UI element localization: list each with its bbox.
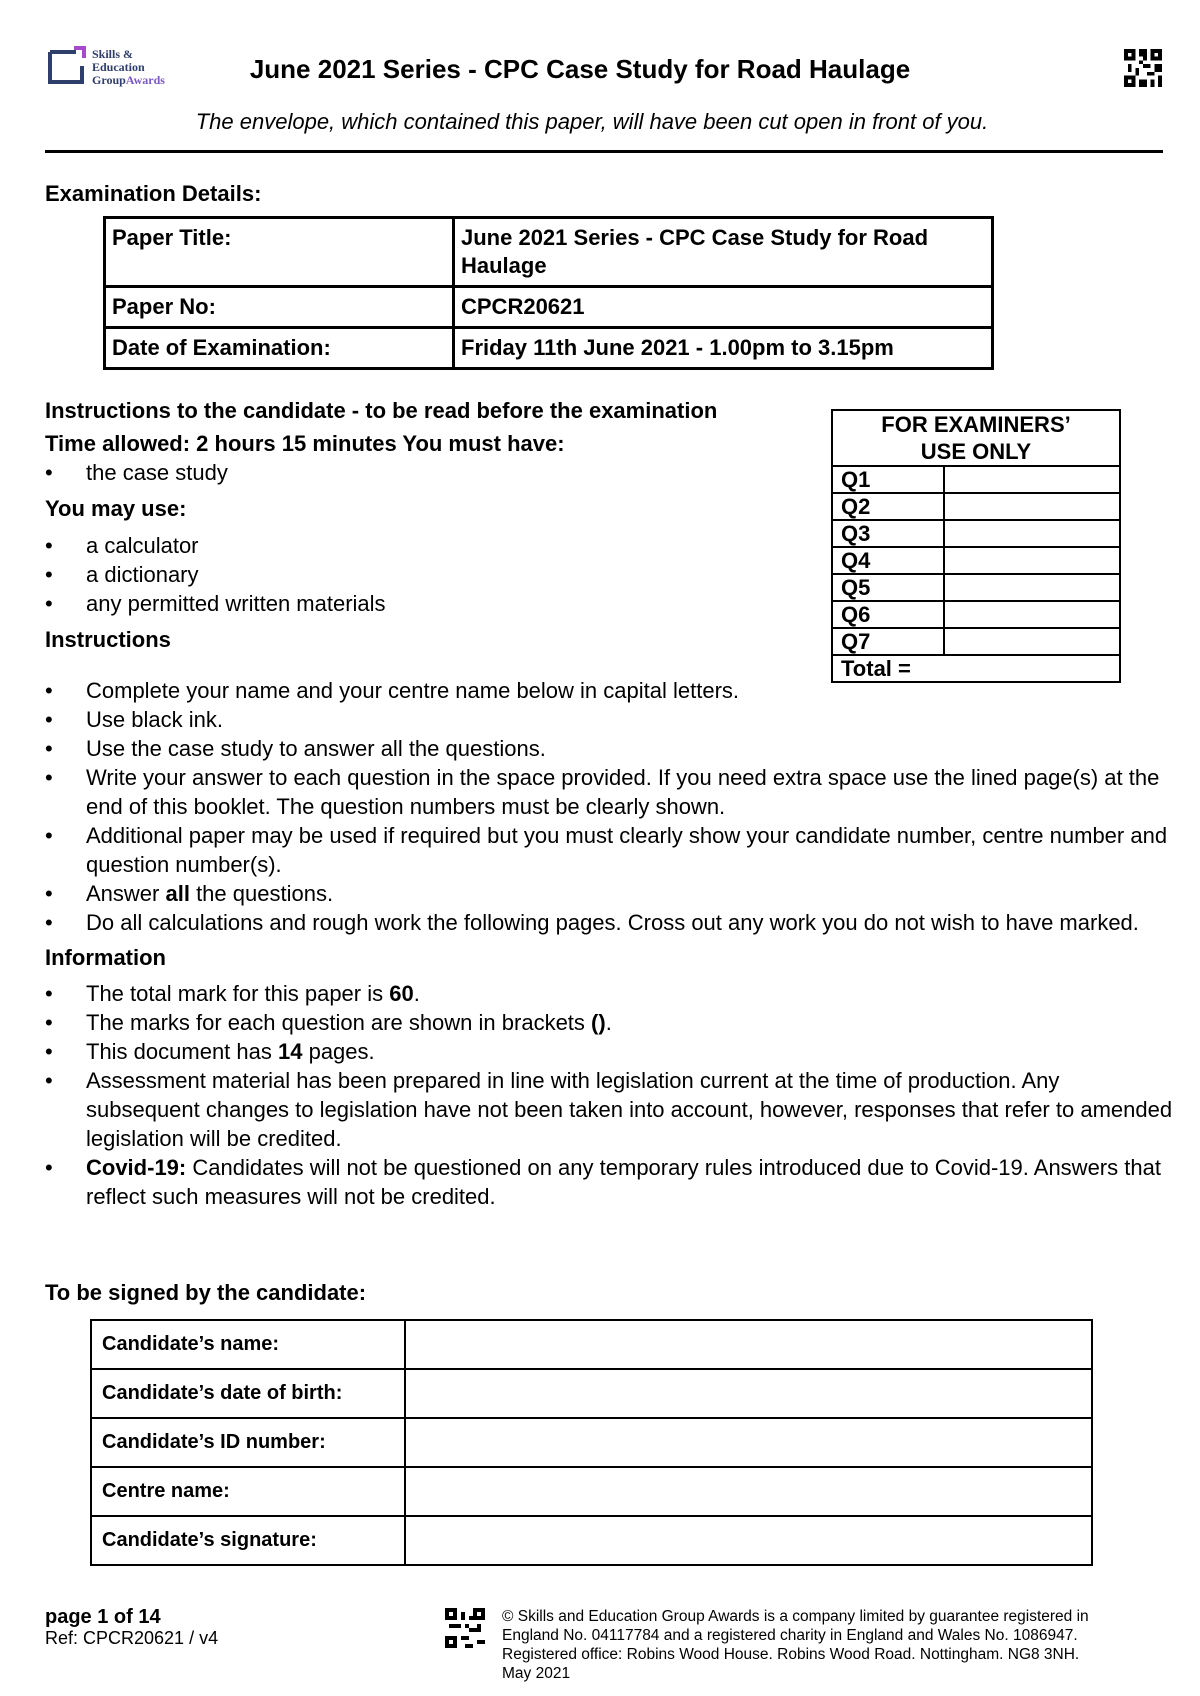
centre-name-field[interactable] [405, 1467, 1092, 1516]
candidate-details-table [90, 1319, 1093, 1566]
list-item: • any permitted written materials [45, 589, 825, 618]
table-row [105, 218, 993, 287]
total-label: Total = [832, 655, 1120, 682]
list-item [45, 1037, 1175, 1066]
examiners-heading [832, 410, 1120, 466]
list-item: • a calculator [45, 531, 825, 560]
time-allowed: Time allowed: 2 hours 15 minutes You must have: [45, 431, 565, 456]
table-row [91, 1467, 1092, 1516]
envelope-notice: The envelope, which contained this paper, will have been cut open in front of you. [195, 109, 989, 134]
pages-value: 14 [277, 1039, 303, 1064]
header-divider [45, 150, 1163, 153]
list-item: • Do all calculations and rough work the following pages. Cross out any work you do not wish to have marked. [45, 908, 1175, 937]
centre-name-label: Centre name: [91, 1467, 405, 1516]
candidate-id-label: Candidate’s ID number: [91, 1418, 405, 1467]
instructions-top [45, 396, 825, 654]
answer-all-pre: Answer [86, 881, 166, 906]
list-item [45, 879, 1175, 908]
table-row [105, 287, 993, 328]
table-row [91, 1516, 1092, 1565]
qr-code-icon [1124, 49, 1162, 87]
marks-post: . [605, 1010, 612, 1035]
list-item [45, 979, 1175, 1008]
q2-mark-cell [944, 493, 1120, 520]
logo-line-1: Skills & [92, 47, 134, 61]
information-heading: Information [45, 945, 166, 970]
marks-brackets: () [591, 1010, 606, 1035]
information-list [45, 979, 1175, 1211]
q3-label: Q3 [832, 520, 944, 547]
candidate-name-label: Candidate’s name: [91, 1320, 405, 1369]
table-row [832, 574, 1120, 601]
examiners-table [831, 409, 1121, 683]
candidate-signature-field[interactable] [405, 1516, 1092, 1565]
total-mark-pre: The total mark for this paper is [86, 981, 390, 1006]
list-item: • Additional paper may be used if required but you must clearly show your candidate number, centre number and question number(s). [45, 821, 1175, 879]
pages-post: pages. [302, 1039, 375, 1064]
q5-mark-cell [944, 574, 1120, 601]
table-row [832, 547, 1120, 574]
paper-title-label: Paper Title: [105, 218, 454, 287]
list-item: • the case study [45, 458, 825, 487]
list-item [45, 1153, 1175, 1211]
candidate-dob-field[interactable] [405, 1369, 1092, 1418]
q1-label: Q1 [832, 466, 944, 493]
candidate-id-field[interactable] [405, 1418, 1092, 1467]
table-row [832, 410, 1120, 466]
q6-label: Q6 [832, 601, 944, 628]
table-row [832, 493, 1120, 520]
logo-word-awards: Awards [125, 73, 165, 87]
q4-label: Q4 [832, 547, 944, 574]
exam-date-label: Date of Examination: [105, 328, 454, 369]
legal-line: © Skills and Education Group Awards is a company limited by guarantee registered in [502, 1608, 1089, 1625]
instructions-body [45, 676, 1175, 1211]
qr-code-icon [445, 1608, 485, 1648]
total-mark-value: 60 [389, 981, 414, 1006]
paper-no-value: CPCR20621 [454, 287, 993, 328]
table-row [91, 1320, 1092, 1369]
q1-mark-cell [944, 466, 1120, 493]
exam-details-table [103, 216, 994, 370]
table-row [832, 466, 1120, 493]
table-row [91, 1418, 1092, 1467]
logo-line-2: Education [92, 60, 145, 74]
instructions-subheading: Instructions [45, 627, 171, 652]
table-row [832, 520, 1120, 547]
examiners-heading-line-2: USE ONLY [920, 439, 1032, 464]
covid-label: Covid-19: [86, 1155, 187, 1180]
q4-mark-cell [944, 547, 1120, 574]
instructions-list [45, 676, 1175, 937]
list-item [45, 1008, 1175, 1037]
footer-legal [502, 1607, 1162, 1683]
marks-pre: The marks for each question are shown in brackets [86, 1010, 592, 1035]
may-use-heading: You may use: [45, 496, 187, 521]
q6-mark-cell [944, 601, 1120, 628]
reference: Ref: CPCR20621 / v4 [45, 1628, 219, 1648]
candidate-signature-label: Candidate’s signature: [91, 1516, 405, 1565]
exam-details-heading: Examination Details: [45, 181, 262, 206]
table-row [91, 1369, 1092, 1418]
must-have-list [45, 458, 825, 487]
q7-label: Q7 [832, 628, 944, 655]
candidate-dob-label: Candidate’s date of birth: [91, 1369, 405, 1418]
page-title: June 2021 Series - CPC Case Study for Road Haulage [249, 54, 911, 84]
exam-date-value: Friday 11th June 2021 - 1.00pm to 3.15pm [454, 328, 993, 369]
answer-all-bold: all [165, 881, 190, 906]
q3-mark-cell [944, 520, 1120, 547]
signature-heading: To be signed by the candidate: [45, 1280, 367, 1305]
page-number: page 1 of 14 [45, 1606, 161, 1628]
pages-pre: This document has [86, 1039, 278, 1064]
list-item: • Write your answer to each question in the space provided. If you need extra space use the lined page(s) at the end of this booklet. The question numbers must be clearly shown. [45, 763, 1175, 821]
footer-date: May 2021 [502, 1665, 571, 1682]
paper-no-label: Paper No: [105, 287, 454, 328]
q2-label: Q2 [832, 493, 944, 520]
list-item: • Use the case study to answer all the questions. [45, 734, 1175, 763]
paper-title-value: June 2021 Series - CPC Case Study for Road Haulage [454, 218, 993, 287]
answer-all-post: the questions. [189, 881, 334, 906]
total-mark-post: . [413, 981, 420, 1006]
table-row [832, 601, 1120, 628]
legal-line: England No. 04117784 and a registered charity in England and Wales No. 1086947. [502, 1627, 1078, 1644]
list-item: • Use black ink. [45, 705, 1175, 734]
examiners-heading-line-1: FOR EXAMINERS’ [881, 412, 1071, 437]
covid-text: Candidates will not be questioned on any temporary rules introduced due to Covid-19. Answers that reflect such measures will not be credited. [86, 1155, 1161, 1209]
legal-line: Registered office: Robins Wood House. Robins Wood Road. Nottingham. NG8 3NH. [502, 1646, 1080, 1663]
footer-page-info [45, 1607, 218, 1649]
list-item: • a dictionary [45, 560, 825, 589]
logo-word-group: Group [92, 73, 126, 87]
table-row [832, 628, 1120, 655]
may-use-list [45, 531, 825, 618]
list-item: • Complete your name and your centre name below in capital letters. [45, 676, 1175, 705]
candidate-name-field[interactable] [405, 1320, 1092, 1369]
list-item: • Assessment material has been prepared in line with legislation current at the time of production. Any subsequent changes to legislation have not been taken into account, however, responses that refer to amended legislation will be credited. [45, 1066, 1175, 1153]
q5-label: Q5 [832, 574, 944, 601]
q7-mark-cell [944, 628, 1120, 655]
instructions-heading: Instructions to the candidate - to be read before the examination [45, 398, 718, 423]
table-row [105, 328, 993, 369]
